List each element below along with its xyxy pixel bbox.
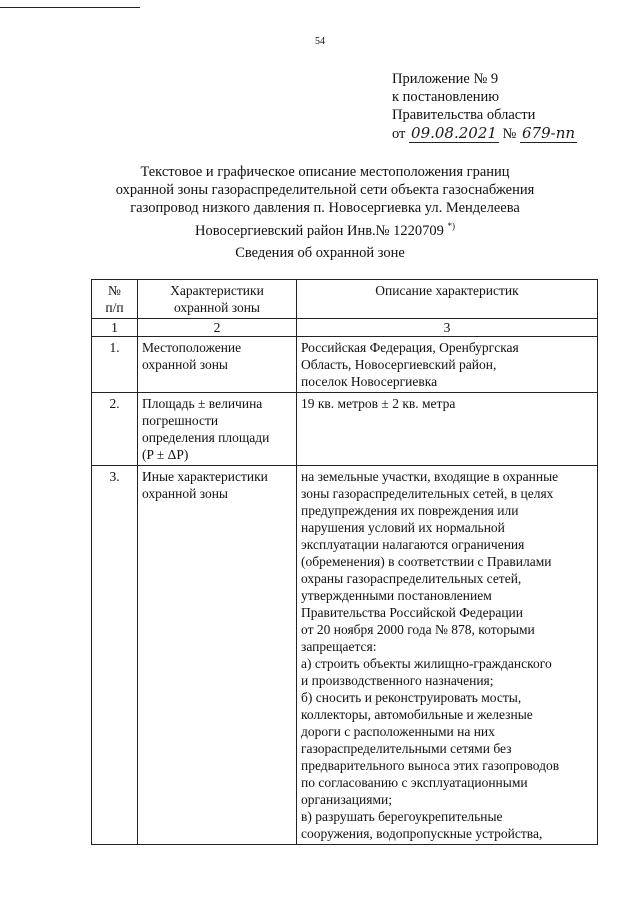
row-num: 1. [92,337,138,393]
header-characteristic [138,280,297,319]
appendix-line-2: к постановлению [392,89,500,105]
date-prefix: от [392,126,406,142]
text-line: (P ± ΔP) [142,447,189,462]
text-line: утвержденными постановлением [301,588,492,603]
index-cell: 3 [297,319,598,337]
header-char-line-1: Характеристики [170,283,264,298]
title-line-3: газопровод низкого давления п. Новосергиевка ул. Менделеева [130,200,520,216]
title-line-1: Текстовое и графическое описание местоположения границ [140,164,510,180]
text-line: дороги с расположенными на них [301,724,495,739]
text-line: сооружения, водопропускные устройства, [301,826,543,841]
text-line: и производственного назначения; [301,673,494,688]
text-line: б) сносить и реконструировать мосты, [301,690,522,705]
handwritten-number: 679-пп [522,124,576,142]
header-num-line-2: п/п [105,300,124,315]
text-line: предварительного выноса этих газопроводов [301,758,560,773]
index-cell: 1 [92,319,138,337]
title-line-4-text: Новосергиевский район Инв.№ 1220709 [194,222,444,239]
row-num: 2. [92,393,138,466]
text-line: Площадь ± величина [142,396,263,411]
header-num-line-1: № [108,283,121,298]
text-line: а) строить объекты жилищно-гражданского [301,656,552,671]
appendix-block [392,70,577,143]
text-line: запрещается: [301,639,377,654]
title-line-2: охранной зоны газораспределительной сети объекта газоснабжения [115,182,535,198]
text-line: определения площади [142,430,270,445]
header-desc-text: Описание характеристик [375,283,519,298]
text-line: Иные характеристики [142,469,268,484]
text-line: Местоположение [142,340,242,355]
text-line: погрешности [142,413,219,428]
text-line: охраны газораспределительных сетей, [301,571,522,586]
table-row [92,393,598,466]
text-line: охранной зоны [142,357,229,372]
appendix-line-3: Правительства области [392,107,536,123]
table-row [92,337,598,393]
row-characteristic [138,393,297,466]
text-line: 19 кв. метров ± 2 кв. метра [301,396,456,411]
appendix-line-1: Приложение № 9 [392,71,499,87]
page-number: 54 [315,36,325,47]
table-index-row [92,319,598,337]
title-line-4 [60,217,590,240]
text-line: (обременения) в соответствии с Правилами [301,554,552,569]
text-line: коллекторы, автомобильные и железные [301,707,533,722]
text-line: по согласованию с эксплуатационными [301,775,528,790]
text-line: газораспределительными сетями без [301,741,512,756]
index-cell: 2 [138,319,297,337]
row-description [297,466,598,845]
text-line: охранной зоны [142,486,229,501]
header-char-line-2: охранной зоны [173,300,260,315]
text-line: Правительства Российской Федерации [301,605,523,620]
document-title [60,163,590,240]
table-row [92,466,598,845]
row-characteristic [138,466,297,845]
header-num [92,280,138,319]
row-characteristic [138,337,297,393]
text-line: на земельные участки, входящие в охранные [301,469,559,484]
zone-info-table [91,279,598,845]
appendix-date-line [392,124,577,143]
row-num: 3. [92,466,138,845]
text-line: зоны газораспределительных сетей, в целях [301,486,554,501]
text-line: эксплуатации налагаются ограничения [301,537,525,552]
number-prefix: № [502,126,517,142]
header-description [297,280,598,319]
footnote-mark: *) [447,221,456,231]
section-subtitle: Сведения об охранной зоне [235,245,405,261]
text-line: организациями; [301,792,392,807]
top-rule [0,7,140,8]
handwritten-date: 09.08.2021 [411,124,497,142]
row-description [297,337,598,393]
text-line: от 20 ноября 2000 года № 878, которыми [301,622,535,637]
row-description [297,393,598,466]
text-line: в) разрушать берегоукрепительные [301,809,503,824]
text-line: нарушения условий их нормальной [301,520,505,535]
text-line: поселок Новосергиевка [301,374,438,389]
text-line: предупреждения их повреждения или [301,503,519,518]
table-header-row [92,280,598,319]
text-line: Область, Новосергиевский район, [301,357,497,372]
text-line: Российская Федерация, Оренбургская [301,340,519,355]
